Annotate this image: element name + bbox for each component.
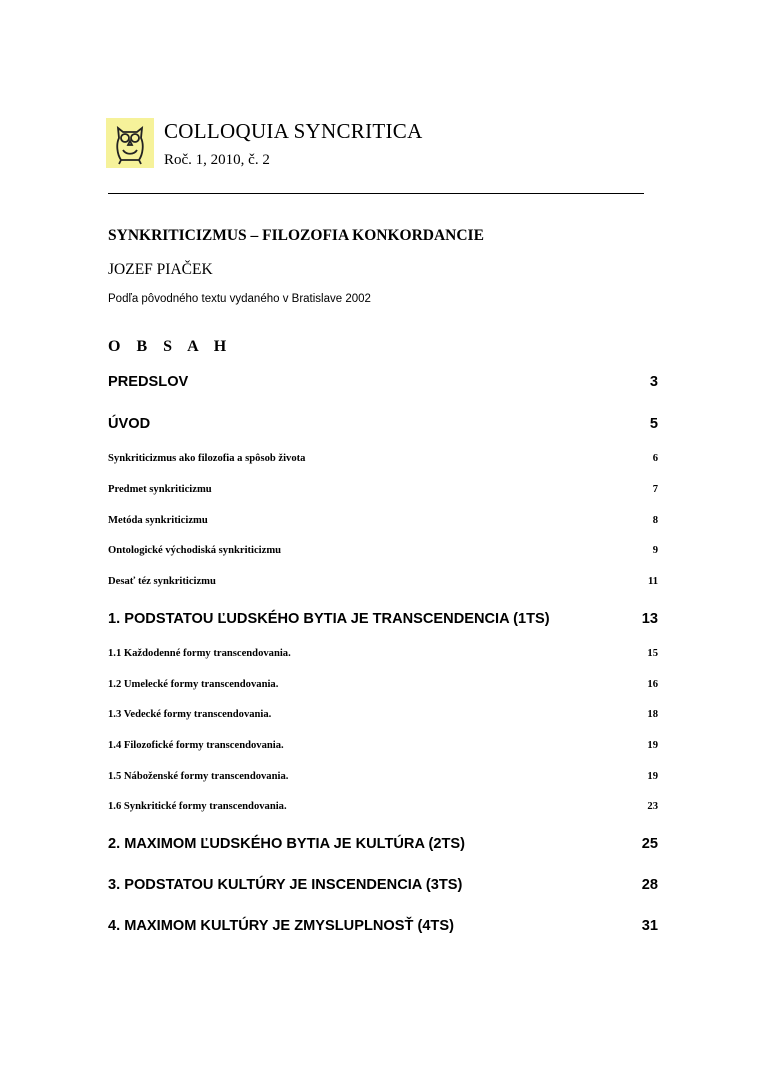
toc-entry[interactable] xyxy=(108,611,658,631)
toc-entry-page: 31 xyxy=(641,918,658,934)
toc-entry-page: 16 xyxy=(647,679,658,690)
toc-entry-title: 4. MAXIMOM KULTÚRY JE ZMYSLUPLNOSŤ (4TS) xyxy=(108,918,454,934)
toc-entry-page: 7 xyxy=(652,484,658,495)
toc-entry[interactable] xyxy=(108,484,658,498)
toc-entry[interactable] xyxy=(108,918,658,938)
toc-entry[interactable] xyxy=(108,740,658,754)
toc-entry-page: 25 xyxy=(641,836,658,852)
toc-entry-title: Synkriticizmus ako filozofia a spôsob života xyxy=(108,453,306,464)
toc-entry-page: 15 xyxy=(647,648,658,659)
toc-entry[interactable] xyxy=(108,679,658,693)
toc-entry-page: 19 xyxy=(647,740,658,751)
toc-entry[interactable] xyxy=(108,801,658,815)
toc-entry-title: PREDSLOV xyxy=(108,374,189,390)
toc-entry-title: 1.3 Vedecké formy transcendovania. xyxy=(108,709,272,720)
toc-entry-title: 1.6 Synkritické formy transcendovania. xyxy=(108,801,287,812)
toc-entry-page: 18 xyxy=(647,709,658,720)
toc-entry-title: 2. MAXIMOM ĽUDSKÉHO BYTIA JE KULTÚRA (2TS) xyxy=(108,836,466,852)
toc-entry-title: 3. PODSTATOU KULTÚRY JE INSCENDENCIA (3TS) xyxy=(108,877,463,893)
toc-entry[interactable] xyxy=(108,576,658,590)
toc-entry-title: 1.2 Umelecké formy transcendovania. xyxy=(108,679,279,690)
owl-icon xyxy=(113,122,147,166)
toc-entry-page: 28 xyxy=(641,877,658,893)
toc-entry-page: 11 xyxy=(647,576,658,587)
toc-entry-page: 23 xyxy=(647,801,658,812)
toc-entry-title: 1.5 Náboženské formy transcendovania. xyxy=(108,771,289,782)
toc-entry-page: 19 xyxy=(647,771,658,782)
toc-entry[interactable] xyxy=(108,453,658,467)
document-author: JOZEF PIAČEK xyxy=(108,261,213,278)
toc-entry-title: ÚVOD xyxy=(108,416,151,432)
toc-entry-page: 5 xyxy=(649,416,658,432)
document-title: SYNKRITICIZMUS – FILOZOFIA KONKORDANCIE xyxy=(108,227,484,244)
toc-entry[interactable] xyxy=(108,771,658,785)
toc-entry[interactable] xyxy=(108,648,658,662)
toc-entry[interactable] xyxy=(108,709,658,723)
toc-entry-title: Desať téz synkriticizmu xyxy=(108,576,216,587)
toc-entry[interactable] xyxy=(108,877,658,897)
toc-entry-page: 8 xyxy=(652,515,658,526)
toc-entry[interactable] xyxy=(108,545,658,559)
toc-entry-title: 1. PODSTATOU ĽUDSKÉHO BYTIA JE TRANSCENDENCIA (1TS) xyxy=(108,611,550,627)
toc-entry-page: 9 xyxy=(652,545,658,556)
toc-entry[interactable] xyxy=(108,374,658,394)
journal-issue: Roč. 1, 2010, č. 2 xyxy=(164,152,270,168)
toc-entry-title: 1.4 Filozofické formy transcendovania. xyxy=(108,740,284,751)
toc-entry-title: Metóda synkriticizmu xyxy=(108,515,208,526)
toc-entry-title: 1.1 Každodenné formy transcendovania. xyxy=(108,648,291,659)
toc-entry-page: 6 xyxy=(652,453,658,464)
toc-entry-title: Ontologické východiská synkriticizmu xyxy=(108,545,282,556)
toc-entry[interactable] xyxy=(108,416,658,436)
toc-entry[interactable] xyxy=(108,836,658,856)
header-divider xyxy=(108,193,644,194)
journal-logo xyxy=(106,118,154,168)
toc-entry-page: 13 xyxy=(641,611,658,627)
toc-entry-page: 3 xyxy=(649,374,658,390)
journal-title: COLLOQUIA SYNCRITICA xyxy=(164,119,423,143)
toc-entry[interactable] xyxy=(108,515,658,529)
toc-entry-title: Predmet synkriticizmu xyxy=(108,484,212,495)
toc-heading: O B S A H xyxy=(108,338,233,355)
source-note: Podľa pôvodného textu vydaného v Bratislave 2002 xyxy=(108,293,371,305)
